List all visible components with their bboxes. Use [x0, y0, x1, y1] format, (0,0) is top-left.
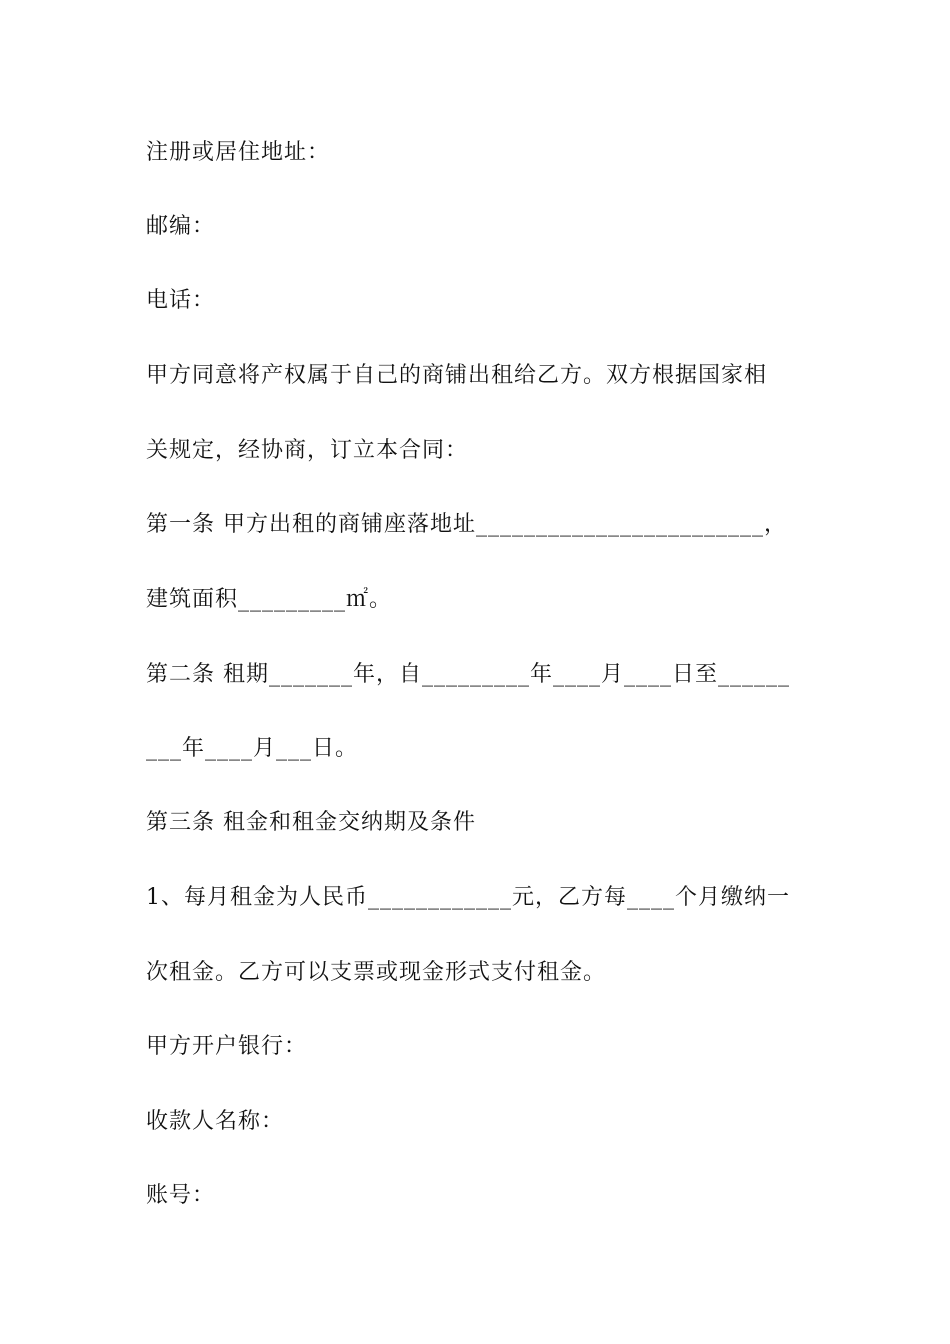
article-1-line-2: 建筑面积_________㎡。 [146, 587, 393, 612]
article-2-line-1: 第二条 租期_______年，自_________年____月____日至______ [146, 662, 790, 687]
bank-label: 甲方开户银行： [146, 1034, 308, 1059]
intro-paragraph-line-2: 关规定，经协商，订立本合同： [146, 438, 469, 463]
account-number-label: 账号： [146, 1183, 216, 1208]
article-2-line-2: ___年____月___日。 [146, 736, 359, 761]
postcode-label: 邮编： [146, 214, 216, 239]
article-1-line-1: 第一条 甲方出租的商铺座落地址________________________， [146, 512, 787, 537]
rent-clause-line-2: 次租金。乙方可以支票或现金形式支付租金。 [146, 960, 607, 985]
phone-label: 电话： [146, 288, 216, 313]
article-3-heading: 第三条 租金和租金交纳期及条件 [146, 810, 476, 835]
address-label: 注册或居住地址： [146, 140, 331, 165]
payee-name-label: 收款人名称： [146, 1109, 285, 1134]
rent-clause-line-1: 1、每月租金为人民币____________元，乙方每____个月缴纳一 [146, 885, 790, 910]
intro-paragraph-line-1: 甲方同意将产权属于自己的商铺出租给乙方。双方根据国家相 [146, 363, 768, 388]
